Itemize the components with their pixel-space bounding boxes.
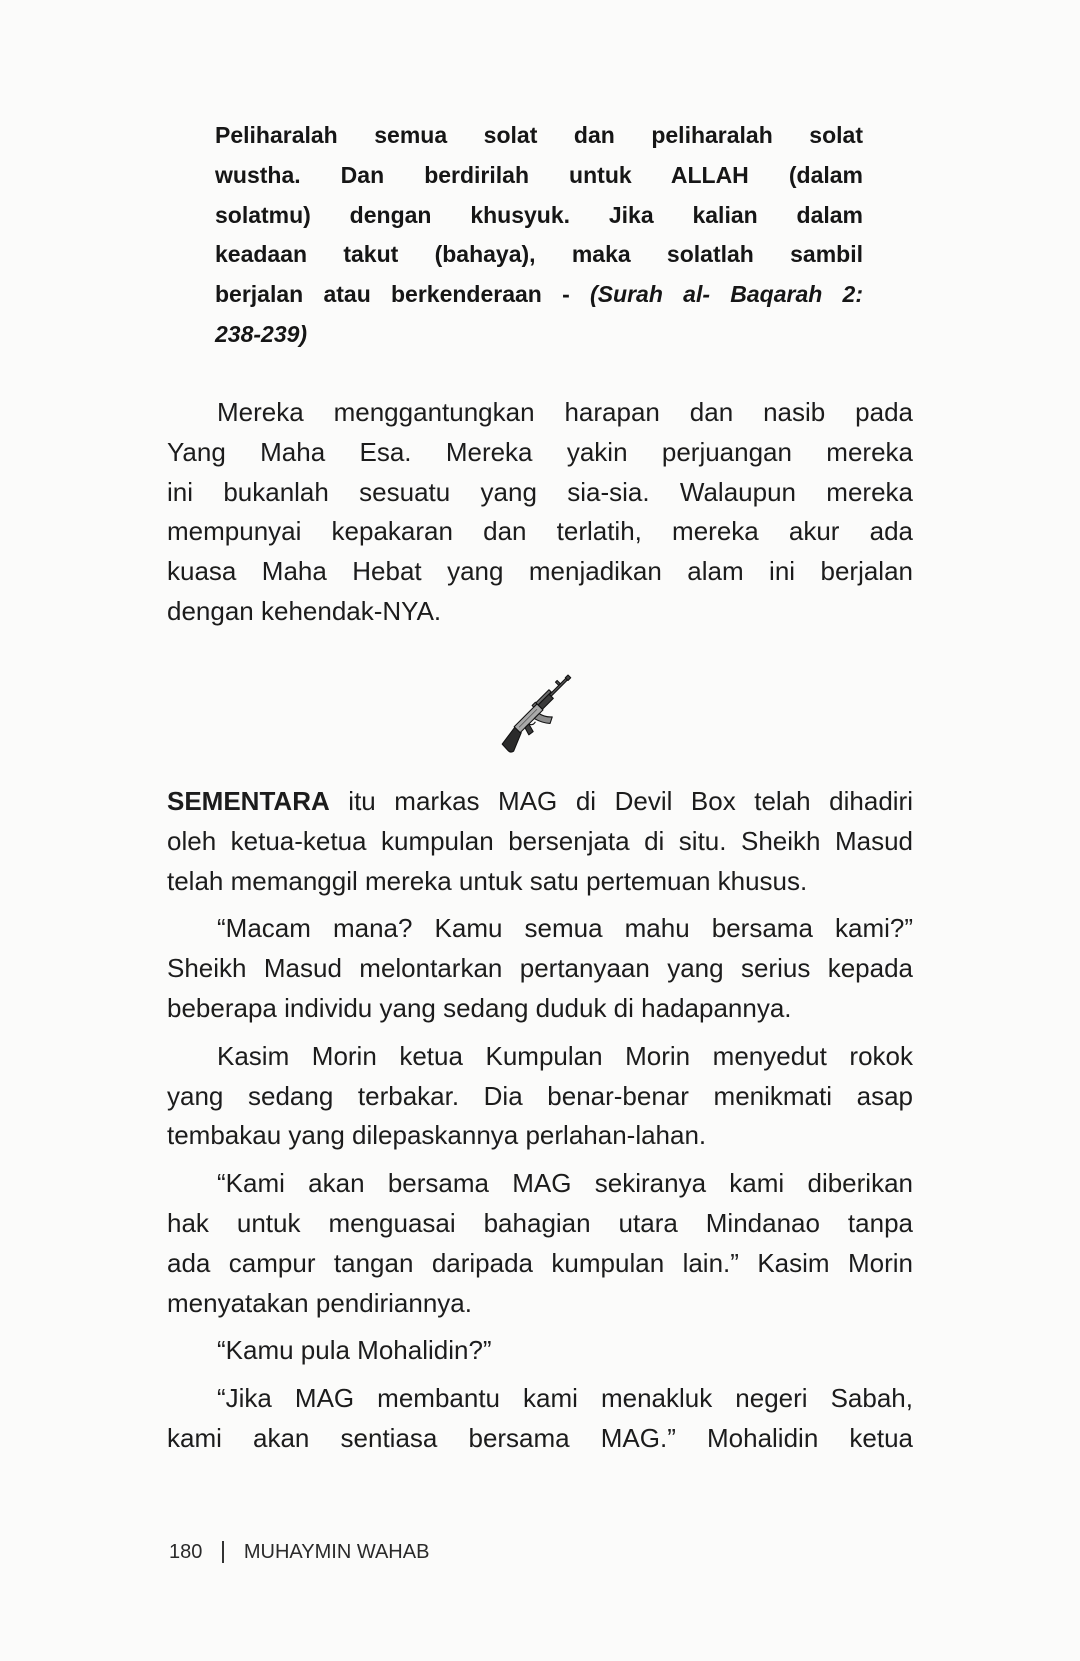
paragraph-line: Sheikh Masud melontarkan pertanyaan yang serius kepada	[167, 953, 913, 984]
rifle-icon	[490, 665, 590, 765]
paragraph	[167, 782, 913, 901]
paragraph	[167, 1164, 913, 1323]
quote-line-text: berjalan atau berkenderaan -	[215, 281, 570, 308]
paragraph-line: kami akan sentiasa bersama MAG.” Mohalidin ketua	[167, 1422, 913, 1453]
quote-citation: (Surah al- Baqarah 2:	[590, 281, 863, 308]
paragraph-line: “Jika MAG membantu kami menakluk negeri Sabah,	[217, 1383, 913, 1414]
paragraph-line	[167, 782, 913, 822]
paragraph	[167, 1331, 913, 1371]
page-footer	[169, 1538, 429, 1566]
lead-word: SEMENTARA	[167, 786, 330, 816]
page-number: 180	[169, 1540, 203, 1563]
quote-line: wustha. Dan berdirilah untuk ALLAH (dalam	[215, 161, 863, 188]
paragraph-line: yang sedang terbakar. Dia benar-benar menikmati asap	[167, 1080, 913, 1111]
quote-line: Peliharalah semua solat dan peliharalah solat	[215, 122, 863, 148]
paragraph-line: “Kamu pula Mohalidin?”	[217, 1335, 492, 1366]
paragraph-line: menyatakan pendiriannya.	[167, 1287, 472, 1318]
paragraph-line: ada campur tangan daripada kumpulan lain.” Kasim Morin	[167, 1247, 913, 1278]
paragraph-line: “Macam mana? Kamu semua mahu bersama kami?”	[217, 913, 913, 944]
quran-quote	[215, 116, 863, 355]
paragraph-line: kuasa Maha Hebat yang menjadikan alam ini berjalan	[167, 556, 913, 587]
paragraph-line: ini bukanlah sesuatu yang sia-sia. Walaupun mereka	[167, 476, 913, 507]
paragraph	[167, 909, 913, 1028]
paragraph-line: dengan kehendak-NYA.	[167, 595, 442, 626]
narrative-paragraph	[167, 393, 913, 632]
paragraph-line: “Kami akan bersama MAG sekiranya kami diberikan	[217, 1168, 913, 1199]
paragraph-line: tembakau yang dilepaskannya perlahan-lahan.	[167, 1120, 707, 1151]
quote-line: solatmu) dengan khusyuk. Jika kalian dalam	[215, 201, 863, 228]
paragraph-line: hak untuk menguasai bahagian utara Mindanao tanpa	[167, 1207, 913, 1238]
paragraph-line: oleh ketua-ketua kumpulan bersenjata di situ. Sheikh Masud	[167, 825, 913, 856]
quote-line: keadaan takut (bahaya), maka solatlah sambil	[215, 241, 863, 268]
paragraph-line: telah memanggil mereka untuk satu pertemuan khusus.	[167, 865, 808, 896]
paragraph	[167, 1037, 913, 1156]
paragraph-line: beberapa individu yang sedang duduk di hadapannya.	[167, 992, 792, 1023]
paragraph-line: Yang Maha Esa. Mereka yakin perjuangan mereka	[167, 436, 913, 467]
quote-citation: 238-239)	[215, 320, 308, 347]
paragraph	[167, 1379, 913, 1459]
footer-divider	[222, 1541, 224, 1563]
quote-line	[215, 315, 863, 355]
scene-section	[167, 782, 913, 1459]
quote-line	[215, 275, 863, 315]
author-name: MUHAYMIN WAHAB	[243, 1540, 430, 1563]
paragraph-line: Mereka menggantungkan harapan dan nasib pada	[217, 397, 913, 427]
paragraph-line-text: itu markas MAG di Devil Box telah dihadiri	[348, 786, 913, 816]
paragraph-line: mempunyai kepakaran dan terlatih, mereka akur ada	[167, 516, 913, 547]
paragraph-line: Kasim Morin ketua Kumpulan Morin menyedut rokok	[217, 1040, 913, 1071]
